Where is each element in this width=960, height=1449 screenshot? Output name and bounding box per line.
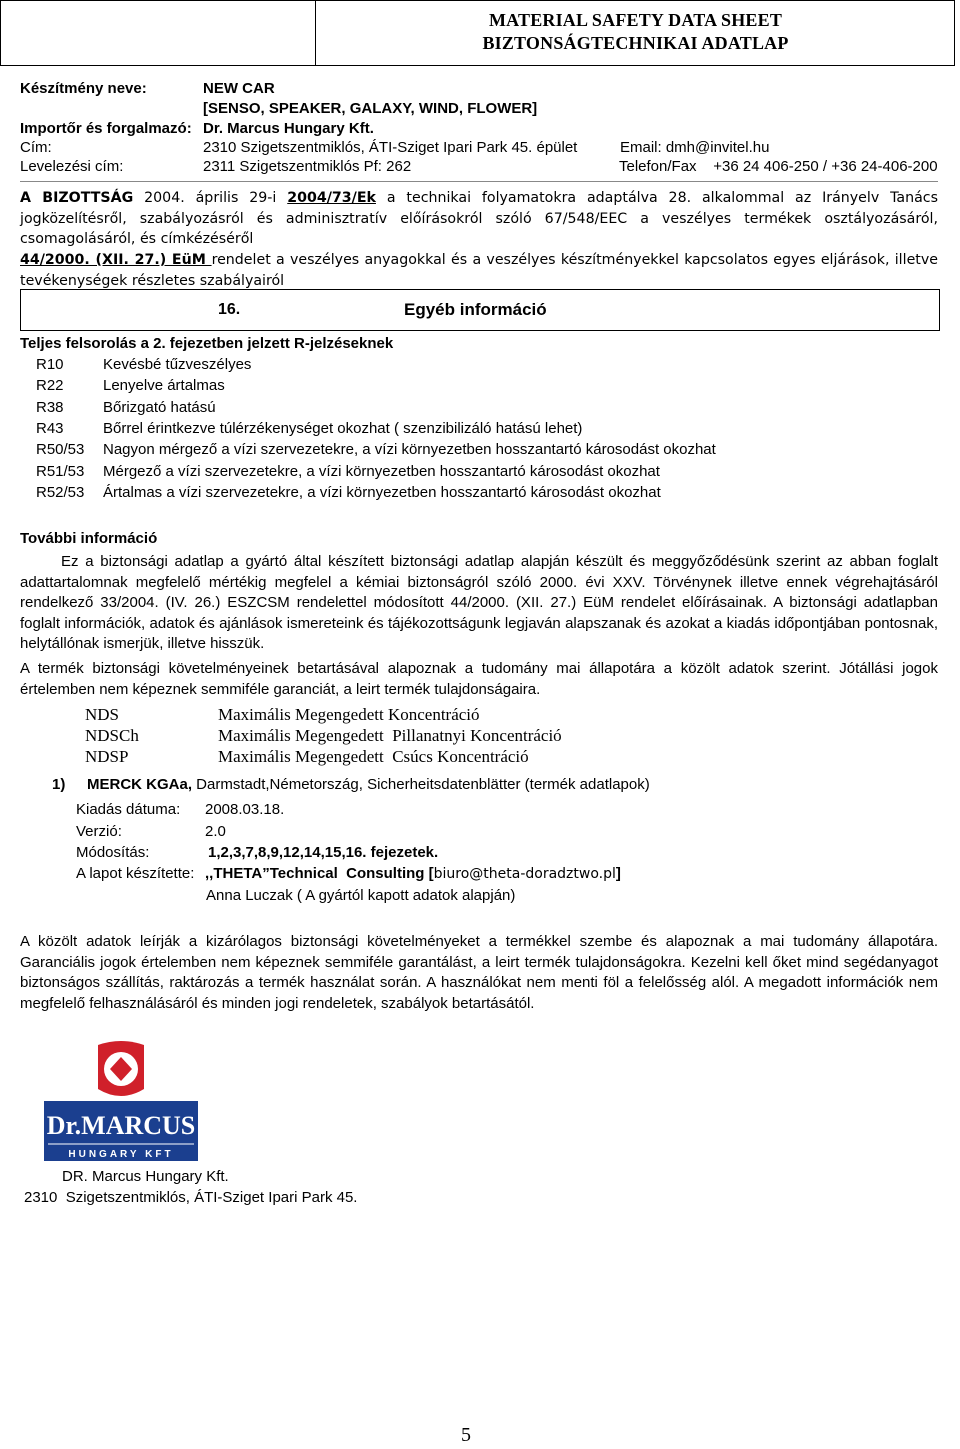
email: Email: dmh@invitel.hu bbox=[620, 139, 770, 156]
r-text: Ártalmas a vízi szervezetekre, a vízi környezetben hosszantartó károsodást okozhat bbox=[103, 483, 661, 501]
r-code: R22 bbox=[36, 377, 64, 395]
mod-value: 1,2,3,7,8,9,12,14,15,16. fejezetek. bbox=[208, 844, 439, 861]
prep-label: A lapot készítette: bbox=[76, 865, 195, 882]
phone: Telefon/Fax +36 24 406-250 / +36 24-406-200 bbox=[619, 158, 938, 175]
r-text: Bőrrel érintkezve túlérzékenységet okozhat ( szenzibilizáló hatású lehet) bbox=[103, 419, 583, 437]
directive-ref: 2004/73/Ek bbox=[287, 190, 376, 206]
further-p2: A termék biztonsági követelményeinek betartásával alapoznak a tudomány mai állapotára a közölt adatok szerint. Jótállási jogok értelemben nem képeznek semmiféle garanciát, a leirt termék tulajdonságaira. bbox=[20, 660, 938, 698]
abbrev-code: NDSP bbox=[85, 747, 129, 766]
divider bbox=[20, 181, 938, 182]
address-value: 2310 Szigetszentmiklós, ÁTI-Sziget Ipari Park 45. épület bbox=[203, 139, 578, 156]
importer-value: Dr. Marcus Hungary Kft. bbox=[203, 120, 374, 137]
r-text: Mérgező a vízi szervezetekre, a vízi környezetben hosszantartó károsodást okozhat bbox=[103, 462, 660, 480]
prep-value bbox=[205, 865, 621, 882]
r-code: R50/53 bbox=[36, 441, 85, 459]
r-text: Kevésbé tűzveszélyes bbox=[103, 356, 252, 373]
directive-part2: a technikai folyamatokra adaptálva 28. alkalommal az Irányelv Tanács jogközelítésről, szabályozásról és adminisztratív előírásokról szóló 67/548/EEC a veszélyes termékek osztályozásáról, csomagolásáról, és címkézéséről bbox=[20, 190, 938, 247]
header-title: MATERIAL SAFETY DATA SHEET bbox=[488, 10, 783, 30]
postal-label: Levelezési cím: bbox=[20, 158, 124, 175]
r-code: R38 bbox=[36, 398, 64, 416]
logo-text: Dr.MARCUS bbox=[46, 1111, 196, 1140]
issue-label: Kiadás dátuma: bbox=[76, 801, 181, 818]
decree-ref: 44/2000. (XII. 27.) EüM bbox=[20, 252, 212, 268]
footer-company: DR. Marcus Hungary Kft. bbox=[62, 1168, 229, 1185]
prep-line2: Anna Luczak ( A gyártól kapott adatok alapján) bbox=[206, 887, 516, 904]
postal-value: 2311 Szigetszentmiklós Pf: 262 bbox=[203, 158, 412, 175]
abbrev-text: Maximális Megengedett Pillanatnyi Koncentráció bbox=[218, 726, 562, 745]
rlist-heading: Teljes felsorolás a 2. fejezetben jelzett R-jelzéseknek bbox=[20, 335, 394, 352]
version-value: 2.0 bbox=[205, 823, 226, 840]
issue-value: 2008.03.18. bbox=[205, 801, 285, 818]
r-code: R43 bbox=[36, 419, 64, 437]
abbrev-code: NDS bbox=[85, 705, 120, 724]
r-text: Lenyelve ártalmas bbox=[103, 377, 225, 395]
r-text: Bőrizgató hatású bbox=[103, 398, 216, 416]
section-number: 16. bbox=[218, 301, 241, 318]
section-title: Egyéb információ bbox=[404, 300, 547, 319]
header-left-cell bbox=[0, 0, 316, 66]
product-name-value: NEW CAR bbox=[203, 80, 275, 97]
address-label: Cím: bbox=[20, 139, 52, 156]
further-heading: További információ bbox=[20, 530, 158, 547]
decree-body: rendelet a veszélyes anyagokkal és a veszélyes készítményekkel kapcsolatos egyes eljárások, illetve tevékenységek részletes szabályairól bbox=[20, 252, 938, 289]
mod-label: Módosítás: bbox=[76, 844, 150, 861]
abbrev-code: NDSCh bbox=[85, 726, 139, 745]
r-code: R10 bbox=[36, 356, 64, 373]
disclaimer: A közölt adatok leírják a kizárólagos biztonsági követelményeket a termékkel szembe és alapoznak a mai tudomány állapotára. Garanciális jogok értelemben nem képeznek semmiféle garantálást, a leirt termék tulajdonságokra. Kezelni kell őket mind segédanyagot biztonságos szállítás, raktározás a termék használat során. A használókat nem menti föl a felelősség alól. A megadott információk nem megfelelő felhasználásáról és minden jogi rendeletek, szabályok betartásától. bbox=[20, 933, 938, 1012]
dr-marcus-logo bbox=[40, 1039, 202, 1167]
logo-subtext: HUNGARY KFT bbox=[68, 1149, 174, 1160]
prep-end: ] bbox=[615, 865, 621, 882]
source-number: 1) bbox=[52, 776, 66, 793]
header-subtitle: BIZTONSÁGTECHNIKAI ADATLAP bbox=[482, 33, 789, 53]
directive-lead: A BIZOTTSÁG bbox=[20, 190, 134, 206]
r-text: Nagyon mérgező a vízi szervezetekre, a vízi környezetben hosszantartó károsodást okozhat bbox=[103, 441, 716, 459]
product-name-label: Készítmény neve: bbox=[20, 80, 147, 97]
source-rest: Darmstadt,Németország, Sicherheitsdatenblätter (termék adatlapok) bbox=[192, 776, 650, 793]
abbrev-text: Maximális Megengedett Koncentráció bbox=[218, 705, 480, 724]
directive-text bbox=[20, 188, 938, 250]
further-p1: Ez a biztonsági adatlap a gyártó által készített biztonsági adatlap alapján készült és meggyőződésünk szerint az abban foglalt adattartalomnak megfelelő mértékig megfelel a kémiai biztonságról szóló 2000. évi XXV. Törvénynek illetve ennek végrehajtásáról rendelkező 33/2004. (IV. 26.) ESZCSM rendelettel módosított 44/2000. (XII. 27.) EüM rendelet előírásainak. A biztonsági adatlapban foglalt információk, adatok és ajánlások ismereteink és tájékozottságunk legjaván alapszanak és azokat a kiadás időpontjában pontosnak, helytállónak ismerjük, illetve hisszük. bbox=[20, 553, 938, 653]
version-label: Verzió: bbox=[76, 823, 122, 840]
importer-label: Importőr és forgalmazó: bbox=[20, 120, 192, 137]
abbrev-text: Maximális Megengedett Csúcs Koncentráció bbox=[218, 747, 529, 766]
footer-address: 2310 Szigetszentmiklós, ÁTI-Sziget Ipari Park 45. bbox=[24, 1189, 358, 1206]
source-bold: MERCK KGAa, bbox=[87, 776, 193, 793]
decree-text bbox=[20, 250, 938, 291]
r-code: R51/53 bbox=[36, 462, 85, 480]
prep-company: ,,THETA”Technical Consulting [ bbox=[205, 865, 434, 882]
directive-part1: 2004. április 29-i bbox=[133, 190, 288, 206]
prep-email: biuro@theta-doradztwo.pl bbox=[433, 866, 616, 882]
r-code: R52/53 bbox=[36, 483, 85, 501]
page-number: 5 bbox=[461, 1424, 471, 1446]
logo-graphic bbox=[40, 1039, 202, 1167]
product-variants: [SENSO, SPEAKER, GALAXY, WIND, FLOWER] bbox=[203, 100, 538, 117]
source-text bbox=[87, 776, 650, 793]
